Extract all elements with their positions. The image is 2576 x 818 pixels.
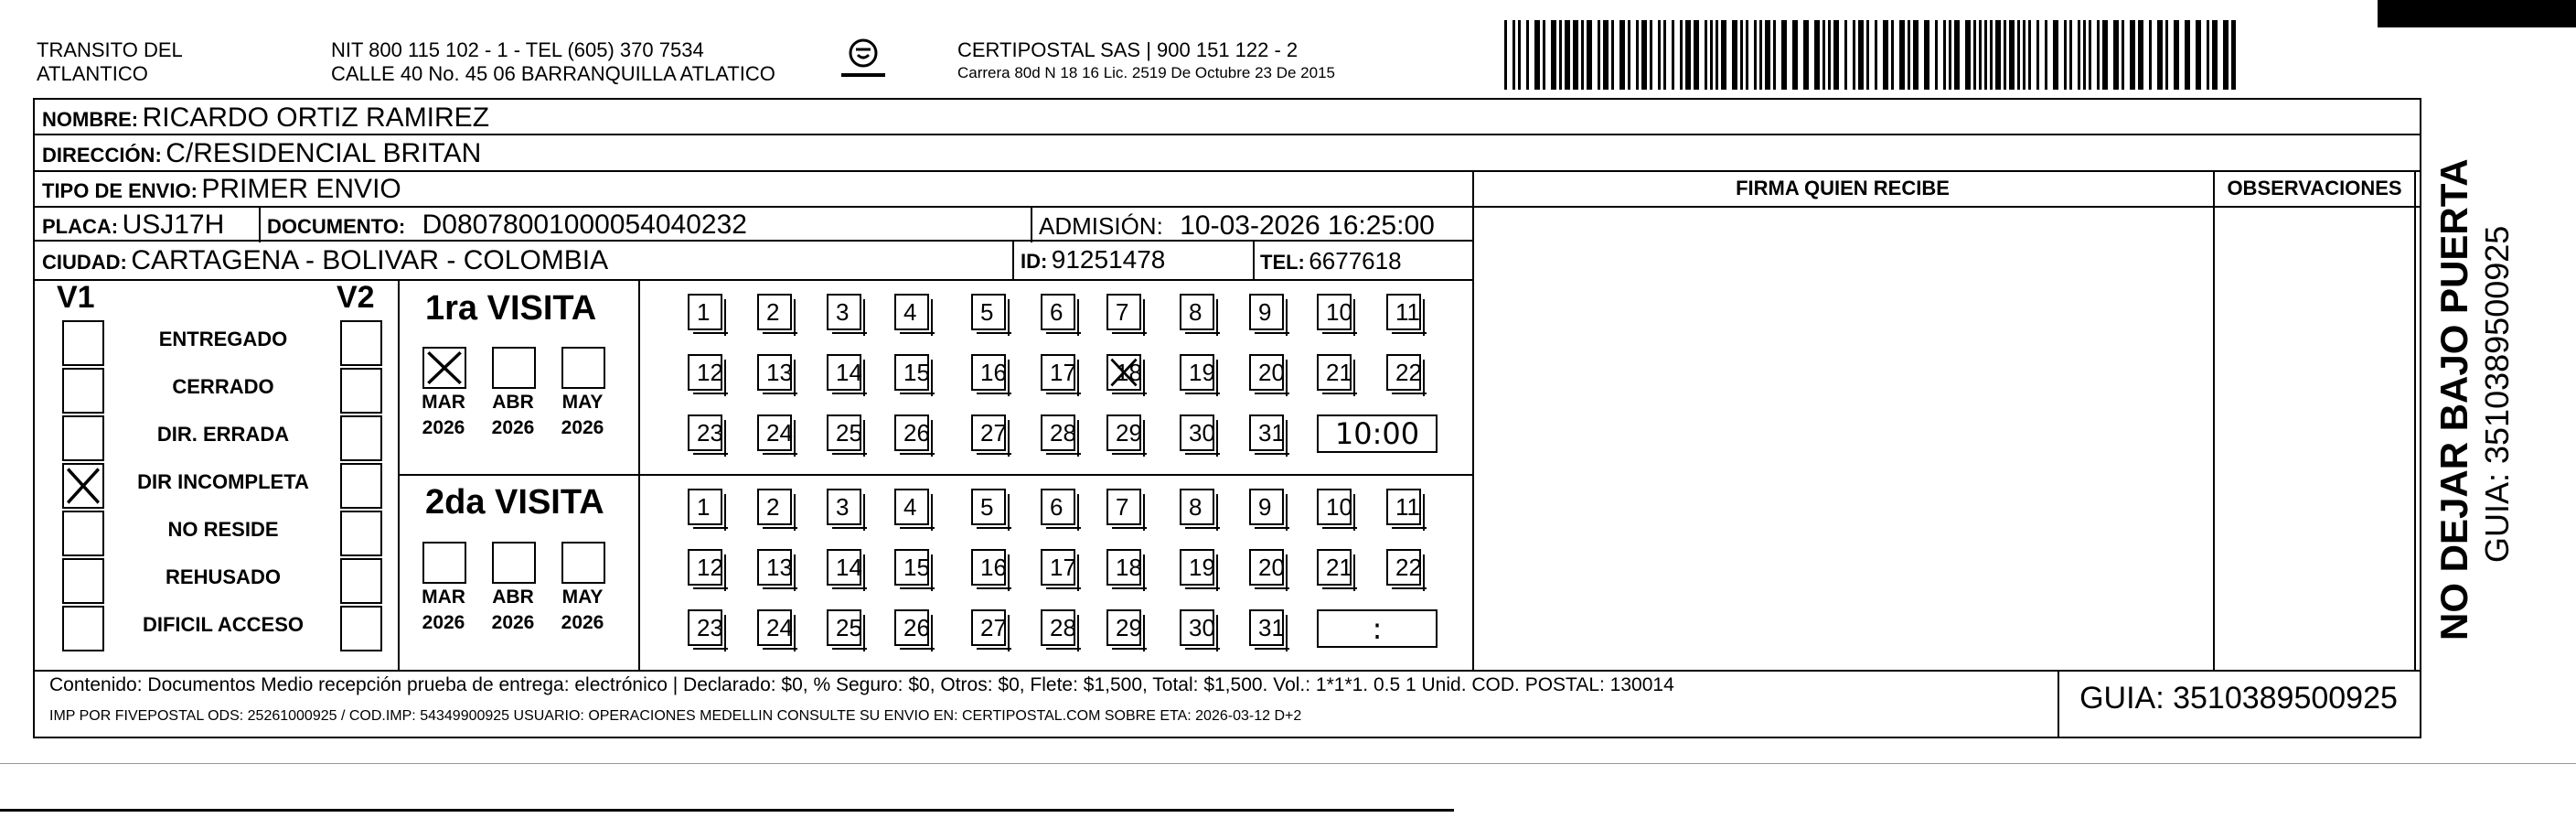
id-label: ID: (1021, 250, 1048, 273)
barcode-bar (2165, 20, 2168, 90)
name-label: NOMBRE: (42, 108, 139, 131)
id-sep (1012, 240, 1014, 279)
barcode-bar (1721, 20, 1726, 90)
day-box[interactable]: 28 (1041, 414, 1075, 451)
month-checkbox[interactable] (422, 542, 466, 584)
barcode-bar (2053, 20, 2058, 90)
license-line: Carrera 80d N 18 16 Lic. 2519 De Octubre 23 De 2015 (957, 64, 1335, 81)
frame-top (33, 98, 2420, 100)
day-box[interactable]: 29 (1106, 414, 1141, 451)
day-box[interactable]: 7 (1106, 489, 1141, 525)
day-box[interactable]: 20 (1249, 549, 1284, 586)
obs-col-right (2414, 170, 2416, 670)
admision-sep (1031, 206, 1032, 242)
barcode-bar (2138, 20, 2143, 90)
admission-cell (1039, 210, 1435, 242)
day-box[interactable]: 30 (1180, 609, 1214, 646)
barcode-bar (1984, 20, 1987, 90)
row-line-2 (33, 170, 2420, 172)
send-type-label: TIPO DE ENVIO: (42, 179, 198, 202)
day-box[interactable]: 13 (757, 354, 792, 391)
frame-right (2420, 98, 2421, 738)
day-box[interactable]: 1 (688, 489, 722, 525)
plate-cell (42, 210, 224, 241)
day-box[interactable]: 8 (1180, 489, 1214, 525)
barcode-bar (2023, 20, 2026, 90)
month-checkbox[interactable] (561, 347, 605, 389)
day-box[interactable]: 4 (894, 294, 929, 330)
v2-checkbox[interactable] (340, 558, 382, 604)
barcode-bar (1565, 20, 1570, 90)
barcode-bar (1504, 20, 1507, 90)
month-label: MAR (422, 587, 465, 608)
barcode-bar (1628, 20, 1630, 90)
month-year: 2026 (491, 417, 535, 438)
barcode-bar (2149, 20, 2152, 90)
barcode-bar (1518, 20, 1521, 90)
month-checkbox[interactable] (492, 347, 536, 389)
barcode-bar (1833, 20, 1839, 90)
document-value: D08078001000054040232 (422, 210, 747, 240)
month-year: 2026 (491, 612, 535, 633)
barcode-bar (1828, 20, 1831, 90)
admission-value: 10-03-2026 16:25:00 (1180, 210, 1435, 241)
barcode-bar (1858, 20, 1864, 90)
barcode-bar (1598, 20, 1600, 90)
month-label: MAY (561, 392, 604, 413)
v1-checkbox[interactable] (62, 606, 104, 651)
barcode-bar (2174, 20, 2179, 90)
barcode-bar (1773, 20, 1776, 90)
day-box[interactable]: 13 (757, 549, 792, 586)
day-box[interactable]: 4 (894, 489, 929, 525)
month-year: 2026 (561, 612, 604, 633)
barcode-bar (2045, 20, 2047, 90)
barcode-bar (1573, 20, 1578, 90)
barcode-bar (1694, 20, 1699, 90)
side-guia: GUIA: 3510389500925 (2478, 225, 2516, 563)
month-checkbox[interactable] (492, 542, 536, 584)
sender-name (37, 38, 183, 86)
day-box[interactable]: 15 (894, 354, 929, 391)
plate-value: USJ17H (122, 210, 225, 240)
tel-cell (1260, 247, 1402, 275)
status-label: CERRADO (172, 375, 274, 398)
barcode-bar (1710, 20, 1713, 90)
row-line-3 (33, 206, 1472, 208)
status-label: ENTREGADO (158, 328, 288, 350)
barcode-bar (2122, 20, 2124, 90)
city-cell (42, 245, 608, 276)
barcode-bar (1526, 20, 1529, 90)
barcode-bar (2004, 20, 2006, 90)
day-box[interactable]: 24 (757, 609, 792, 646)
org-line1: TRANSITO DEL (37, 38, 183, 61)
barcode-bar (1534, 20, 1540, 90)
month-label: ABR (492, 392, 534, 413)
send-type-value: PRIMER ENVIO (201, 174, 401, 204)
v2-checkbox[interactable] (340, 415, 382, 461)
day-box[interactable]: 27 (971, 414, 1006, 451)
barcode-bar (1512, 20, 1515, 90)
day-box[interactable]: 5 (971, 294, 1006, 330)
barcode-bar (1935, 20, 1938, 90)
document-cell (267, 210, 747, 241)
barcode-bar (1781, 20, 1787, 90)
nit-line: NIT 800 115 102 - 1 - TEL (605) 370 7534 (331, 38, 704, 61)
day-box[interactable]: 19 (1180, 354, 1214, 391)
v2-checkbox[interactable] (340, 463, 382, 509)
barcode-bar (1822, 20, 1825, 90)
visit2-title: 2da VISITA (425, 483, 604, 522)
day-box[interactable]: 10 (1317, 294, 1352, 330)
barcode-bar (1979, 20, 1982, 90)
barcode-bar (2069, 20, 2072, 90)
signature-header: FIRMA QUIEN RECIBE (1736, 177, 1950, 199)
row-line-5 (33, 279, 1472, 281)
barcode-bar (1551, 20, 1556, 90)
barcode-bar (1732, 20, 1737, 90)
v1-checkbox[interactable] (62, 415, 104, 461)
barcode-bar (1716, 20, 1718, 90)
day-box[interactable]: 9 (1249, 294, 1284, 330)
barcode-bar (2064, 20, 2067, 90)
barcode-bar (2113, 20, 2119, 90)
day-box[interactable]: 22 (1386, 549, 1421, 586)
address-line: CALLE 40 No. 45 06 BARRANQUILLA ATLATICO (331, 62, 775, 85)
day-box[interactable]: 16 (971, 354, 1006, 391)
day-box[interactable]: 29 (1106, 609, 1141, 646)
barcode-bar (2089, 20, 2091, 90)
day-box[interactable]: 20 (1249, 354, 1284, 391)
barcode-bar (1891, 20, 1894, 90)
day-box[interactable]: 6 (1041, 294, 1075, 330)
barcode-bar (1746, 20, 1748, 90)
footer-contents: Contenido: Documentos Medio recepción prueba de entrega: electrónico | Declarado: $0, % Seguro: $0, Otros: $0, Flete: $1,500, Total: $1,500. Vol.: 1*1*1. 0.5 1 Unid. COD. POSTAL: 130014 (49, 674, 1674, 695)
city-label: CIUDAD: (42, 251, 127, 274)
barcode-bar (1663, 20, 1666, 90)
barcode-bar (1908, 20, 1910, 90)
day-box[interactable]: 16 (971, 549, 1006, 586)
barcode-bar (2231, 20, 2236, 90)
barcode-bar (2157, 20, 2163, 90)
barcode-bar (1641, 20, 1647, 90)
row-line-1 (33, 134, 2420, 135)
barcode-bar (1636, 20, 1639, 90)
barcode-bar (1765, 20, 1770, 90)
v2-header: V2 (337, 280, 375, 315)
certipostal-logo (839, 35, 887, 86)
barcode-bar (2028, 20, 2031, 90)
name-value: RICARDO ORTIZ RAMIREZ (142, 102, 490, 133)
sender-contact (331, 38, 775, 86)
city-value: CARTAGENA - BOLIVAR - COLOMBIA (131, 245, 609, 275)
barcode-bar (1587, 20, 1592, 90)
tel-label: TEL: (1260, 251, 1305, 274)
document-label: DOCUMENTO: (267, 215, 406, 238)
v1-checkbox[interactable] (62, 463, 104, 509)
barcode-bar (1680, 20, 1683, 90)
address-label: DIRECCIÓN: (42, 144, 162, 167)
barcode-bar (1913, 20, 1919, 90)
barcode-bar (1658, 20, 1661, 90)
month-year: 2026 (422, 612, 465, 633)
barcode-bar (1883, 20, 1888, 90)
barcode-bar (1792, 20, 1798, 90)
barcode-bar (1949, 20, 1951, 90)
barcode-bar (1740, 20, 1743, 90)
send-type-row (42, 174, 401, 205)
barcode-bar (1803, 20, 1809, 90)
v1-header: V1 (57, 280, 95, 315)
visit1-title: 1ra VISITA (425, 289, 597, 328)
footer-imp: IMP POR FIVEPOSTAL ODS: 25261000925 / COD.IMP: 54349900925 USUARIO: OPERACIONES MEDELLIN CONSULTE SU ENVIO EN: CERTIPOSTAL.COM SOBRE ETA: 2026-03-12 D+2 (49, 708, 1302, 724)
barcode-bar (2185, 20, 2190, 90)
day-box[interactable]: 31 (1249, 414, 1284, 451)
observations-header: OBSERVACIONES (2227, 177, 2402, 199)
month-label: MAY (561, 587, 604, 608)
id-value: 91251478 (1051, 245, 1166, 274)
org-line2: ATLANTICO (37, 62, 148, 85)
day-box[interactable]: 11 (1386, 294, 1421, 330)
admission-label: ADMISIÓN: (1039, 212, 1163, 240)
barcode-bar (2036, 20, 2039, 90)
day-box[interactable]: 23 (688, 609, 722, 646)
footer-top-line (33, 670, 2420, 672)
barcode-bar (1875, 20, 1877, 90)
barcode-bar (1603, 20, 1609, 90)
day-box[interactable]: 2 (757, 294, 792, 330)
barcode-bar (2207, 20, 2209, 90)
address-value: C/RESIDENCIAL BRITAN (166, 138, 482, 168)
month-checkbox[interactable] (422, 347, 466, 389)
day-box[interactable]: 30 (1180, 414, 1214, 451)
tel-sep (1253, 240, 1255, 279)
sig-header-line (1472, 206, 2420, 208)
barcode-bar (1866, 20, 1869, 90)
v2-checkbox[interactable] (340, 511, 382, 556)
time-field[interactable]: 10:00 (1317, 414, 1438, 453)
page-line-lower (0, 809, 1454, 812)
page-line-upper (0, 763, 2576, 764)
day-box[interactable]: 18 (1106, 354, 1141, 391)
day-box[interactable]: 26 (894, 609, 929, 646)
v2-checkbox[interactable] (340, 606, 382, 651)
address-row (42, 138, 481, 169)
day-box[interactable]: 17 (1041, 354, 1075, 391)
footer-guia: GUIA: 3510389500925 (2079, 681, 2398, 716)
barcode-bar (1899, 20, 1905, 90)
day-box[interactable]: 24 (757, 414, 792, 451)
barcode-bar (2223, 20, 2229, 90)
obs-col-left (2213, 170, 2215, 670)
day-box[interactable]: 12 (688, 549, 722, 586)
day-box[interactable]: 9 (1249, 489, 1284, 525)
day-box[interactable]: 25 (827, 609, 861, 646)
barcode-bar (1954, 20, 1960, 90)
status-label: REHUSADO (166, 565, 281, 588)
v1-checkbox[interactable] (62, 511, 104, 556)
tel-value: 6677618 (1309, 247, 1402, 274)
day-box[interactable]: 3 (827, 489, 861, 525)
barcode-bar (2009, 20, 2015, 90)
v1-checkbox[interactable] (62, 320, 104, 366)
day-box[interactable]: 26 (894, 414, 929, 451)
barcode-bar (2212, 20, 2218, 90)
day-box[interactable]: 19 (1180, 549, 1214, 586)
barcode-bar (1543, 20, 1545, 90)
day-box[interactable]: 18 (1106, 549, 1141, 586)
month-label: MAR (422, 392, 465, 413)
id-cell (1021, 245, 1165, 274)
side-warning: NO DEJAR BAJO PUERTA (2432, 158, 2475, 640)
v1-checkbox[interactable] (62, 558, 104, 604)
frame-bottom (33, 737, 2421, 738)
status-label: DIR INCOMPLETA (137, 470, 309, 493)
barcode-bar (1581, 20, 1584, 90)
barcode-bar (1995, 20, 2001, 90)
day-box[interactable]: 8 (1180, 294, 1214, 330)
barcode-bar (1559, 20, 1562, 90)
barcode-bar (1924, 20, 1929, 90)
barcode-bar (1611, 20, 1614, 90)
barcode-bar (1943, 20, 1946, 90)
day-box[interactable]: 2 (757, 489, 792, 525)
barcode (1504, 20, 2236, 90)
day-box[interactable]: 25 (827, 414, 861, 451)
barcode-bar (2102, 20, 2108, 90)
barcode-bar (2078, 20, 2080, 90)
day-box[interactable]: 23 (688, 414, 722, 451)
day-box[interactable]: 11 (1386, 489, 1421, 525)
visit-divider (398, 474, 1472, 476)
barcode-bar (1973, 20, 1976, 90)
day-box[interactable]: 31 (1249, 609, 1284, 646)
day-box[interactable]: 14 (827, 549, 861, 586)
placa-sep (259, 206, 261, 242)
status-label: NO RESIDE (167, 518, 279, 541)
day-box[interactable]: 5 (971, 489, 1006, 525)
v2-checkbox[interactable] (340, 320, 382, 366)
barcode-bar (1990, 20, 1993, 90)
barcode-bar (1672, 20, 1674, 90)
day-box[interactable]: 28 (1041, 609, 1075, 646)
day-box[interactable]: 10 (1317, 489, 1352, 525)
barcode-bar (1814, 20, 1820, 90)
barcode-bar (2083, 20, 2086, 90)
sig-col-left (1472, 170, 1474, 670)
day-box[interactable]: 1 (688, 294, 722, 330)
barcode-bar (1619, 20, 1625, 90)
top-edge-shadow (2378, 0, 2576, 27)
day-box[interactable]: 14 (827, 354, 861, 391)
barcode-bar (1844, 20, 1847, 90)
barcode-bar (2196, 20, 2201, 90)
day-box[interactable]: 15 (894, 549, 929, 586)
month-label: ABR (492, 587, 534, 608)
day-box[interactable]: 21 (1317, 354, 1352, 391)
day-box[interactable]: 27 (971, 609, 1006, 646)
day-box[interactable]: 7 (1106, 294, 1141, 330)
barcode-bar (1759, 20, 1762, 90)
barcode-bar (2097, 20, 2100, 90)
barcode-bar (2017, 20, 2020, 90)
v1-checkbox[interactable] (62, 368, 104, 414)
day-box[interactable]: 21 (1317, 549, 1352, 586)
day-box[interactable]: 12 (688, 354, 722, 391)
status-label: DIFICIL ACCESO (142, 613, 304, 636)
month-year: 2026 (561, 417, 604, 438)
day-box[interactable]: 6 (1041, 489, 1075, 525)
barcode-bar (2130, 20, 2135, 90)
frame-left (33, 98, 35, 738)
month-year: 2026 (422, 417, 465, 438)
v2-checkbox[interactable] (340, 368, 382, 414)
day-box[interactable]: 22 (1386, 354, 1421, 391)
month-checkbox[interactable] (561, 542, 605, 584)
day-box[interactable]: 17 (1041, 549, 1075, 586)
barcode-bar (1685, 20, 1691, 90)
barcode-bar (1650, 20, 1652, 90)
plate-label: PLACA: (42, 215, 119, 238)
barcode-bar (1754, 20, 1757, 90)
barcode-bar (1965, 20, 1971, 90)
barcode-bar (1705, 20, 1707, 90)
time-field[interactable]: : (1317, 609, 1438, 648)
company-line: CERTIPOSTAL SAS | 900 151 122 - 2 (957, 38, 1299, 61)
barcode-bar (1853, 20, 1855, 90)
name-row (42, 102, 489, 134)
day-box[interactable]: 3 (827, 294, 861, 330)
status-label: DIR. ERRADA (156, 423, 290, 446)
